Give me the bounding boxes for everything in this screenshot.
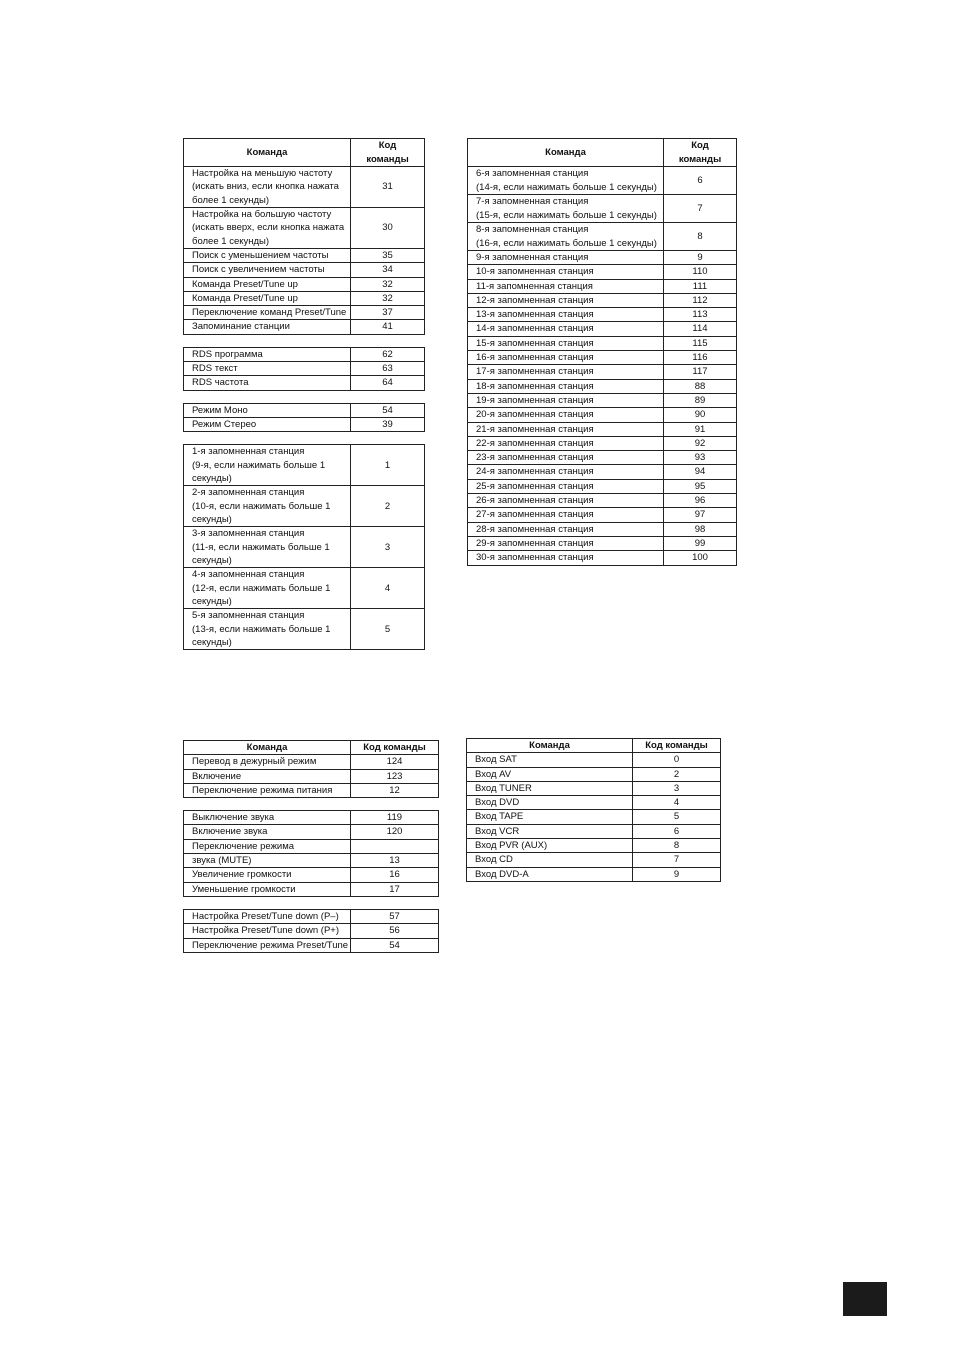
code-cell: 54 (351, 403, 425, 417)
code-cell: 97 (664, 508, 737, 522)
code-cell: 41 (351, 320, 425, 334)
code-cell: 124 (351, 755, 439, 769)
code-cell: 8 (664, 223, 737, 251)
table-row (184, 417, 425, 431)
command-cell: Включение (184, 769, 351, 783)
code-cell: 96 (664, 494, 737, 508)
code-cell: 100 (664, 551, 737, 565)
header-code: Код команды (351, 139, 425, 167)
code-cell: 123 (351, 769, 439, 783)
command-cell: 27-я запомненная станция (468, 508, 664, 522)
command-cell: Вход PVR (AUX) (467, 839, 633, 853)
table-row (468, 494, 737, 508)
table-row (184, 347, 425, 361)
code-cell: 9 (664, 251, 737, 265)
command-cell: Уменьшение громкости (184, 882, 351, 896)
code-cell: 9 (633, 867, 721, 881)
table-row (467, 839, 721, 853)
command-cell: RDS программа (184, 347, 351, 361)
header-command: Команда (184, 741, 351, 755)
table-row (184, 403, 425, 417)
table-row (467, 767, 721, 781)
code-cell: 110 (664, 265, 737, 279)
table-row (468, 408, 737, 422)
group-spacer (184, 334, 425, 347)
header-code: Код команды (664, 139, 737, 167)
command-cell: Настройка на большую частоту (искать вверх, если кнопка нажата более 1 секунды) (184, 208, 351, 249)
table-row (468, 195, 737, 223)
code-cell: 54 (351, 938, 439, 952)
table-row (184, 362, 425, 376)
command-cell: 15-я запомненная станция (468, 336, 664, 350)
command-cell: 6-я запомненная станция (14-я, если нажимать больше 1 секунды) (468, 167, 664, 195)
code-cell: 39 (351, 417, 425, 431)
code-cell: 88 (664, 379, 737, 393)
code-cell: 117 (664, 365, 737, 379)
table-row (184, 769, 439, 783)
code-cell: 4 (351, 568, 425, 609)
code-cell: 8 (633, 839, 721, 853)
command-cell: 11-я запомненная станция (468, 279, 664, 293)
command-cell: 5-я запомненная станция (13-я, если нажимать больше 1 секунды) (184, 609, 351, 650)
code-cell: 3 (633, 781, 721, 795)
table-row (468, 479, 737, 493)
command-cell: Увеличение громкости (184, 868, 351, 882)
code-cell: 37 (351, 306, 425, 320)
command-cell: 24-я запомненная станция (468, 465, 664, 479)
table-row (467, 781, 721, 795)
command-cell: Настройка Preset/Tune down (P+) (184, 924, 351, 938)
header-code: Код команды (633, 739, 721, 753)
command-cell: 7-я запомненная станция (15-я, если нажимать больше 1 секунды) (468, 195, 664, 223)
command-cell: 9-я запомненная станция (468, 251, 664, 265)
table-row (467, 853, 721, 867)
table-row (184, 839, 439, 853)
group-spacer (184, 390, 425, 403)
command-cell: 17-я запомненная станция (468, 365, 664, 379)
command-cell: 19-я запомненная станция (468, 393, 664, 407)
table-row (184, 811, 439, 825)
command-cell: 12-я запомненная станция (468, 293, 664, 307)
code-cell: 12 (351, 783, 439, 797)
table-row (467, 796, 721, 810)
table4-body (467, 753, 721, 882)
group-spacer (184, 432, 425, 445)
table-row (184, 167, 425, 208)
command-cell: Настройка Preset/Tune down (P–) (184, 909, 351, 923)
code-cell: 32 (351, 291, 425, 305)
code-cell: 91 (664, 422, 737, 436)
code-cell: 89 (664, 393, 737, 407)
group-spacer (184, 798, 439, 811)
command-cell: Поиск с увеличением частоты (184, 263, 351, 277)
input-commands-table (466, 738, 721, 882)
code-cell: 116 (664, 351, 737, 365)
command-cell: Переключение команд Preset/Tune (184, 306, 351, 320)
table2-body (468, 167, 737, 566)
table-row (184, 924, 439, 938)
command-cell: 28-я запомненная станция (468, 522, 664, 536)
power-volume-commands-table (183, 740, 439, 953)
command-cell: 1-я запомненная станция (9-я, если нажимать больше 1 секунды) (184, 445, 351, 486)
header-command: Команда (468, 139, 664, 167)
table-row (184, 277, 425, 291)
command-cell: Вход SAT (467, 753, 633, 767)
command-cell: Перевод в дежурный режим (184, 755, 351, 769)
code-cell: 34 (351, 263, 425, 277)
table-row (184, 609, 425, 650)
command-cell: 14-я запомненная станция (468, 322, 664, 336)
code-cell: 112 (664, 293, 737, 307)
table-row (184, 320, 425, 334)
command-cell: Включение звука (184, 825, 351, 839)
code-cell: 92 (664, 436, 737, 450)
code-cell: 90 (664, 408, 737, 422)
table-row (184, 527, 425, 568)
group-spacer (184, 896, 439, 909)
command-cell: Вход DVD-A (467, 867, 633, 881)
code-cell: 6 (633, 824, 721, 838)
code-cell: 98 (664, 522, 737, 536)
code-cell: 13 (351, 854, 439, 868)
code-cell: 63 (351, 362, 425, 376)
code-cell: 6 (664, 167, 737, 195)
command-cell: 23-я запомненная станция (468, 451, 664, 465)
command-cell: RDS частота (184, 376, 351, 390)
command-cell: Вход DVD (467, 796, 633, 810)
table-row (468, 508, 737, 522)
code-cell: 119 (351, 811, 439, 825)
command-cell: 10-я запомненная станция (468, 265, 664, 279)
table3-body (184, 755, 439, 953)
command-cell: Переключение режима питания (184, 783, 351, 797)
table-row (468, 351, 737, 365)
command-cell: 29-я запомненная станция (468, 536, 664, 550)
command-cell: 13-я запомненная станция (468, 308, 664, 322)
code-cell: 64 (351, 376, 425, 390)
command-cell: 18-я запомненная станция (468, 379, 664, 393)
command-cell: Вход AV (467, 767, 633, 781)
code-cell: 93 (664, 451, 737, 465)
table-row (184, 568, 425, 609)
code-cell (351, 839, 439, 853)
command-cell: 16-я запомненная станция (468, 351, 664, 365)
code-cell: 57 (351, 909, 439, 923)
table-row (184, 486, 425, 527)
table-row (468, 308, 737, 322)
code-cell: 7 (664, 195, 737, 223)
command-cell: Настройка на меньшую частоту (искать вниз, если кнопка нажата более 1 секунды) (184, 167, 351, 208)
code-cell: 32 (351, 277, 425, 291)
table-row (468, 279, 737, 293)
command-cell: Выключение звука (184, 811, 351, 825)
command-cell: Режим Моно (184, 403, 351, 417)
code-cell: 62 (351, 347, 425, 361)
code-cell: 30 (351, 208, 425, 249)
code-cell: 7 (633, 853, 721, 867)
command-cell: Переключение режима Preset/Tune (184, 938, 351, 952)
table-row (468, 536, 737, 550)
code-cell: 35 (351, 249, 425, 263)
table-row (184, 306, 425, 320)
table-row (467, 824, 721, 838)
command-cell: Команда Preset/Tune up (184, 291, 351, 305)
table-row (468, 293, 737, 307)
command-cell: RDS текст (184, 362, 351, 376)
table-row (184, 783, 439, 797)
code-cell: 5 (351, 609, 425, 650)
command-cell: Вход TAPE (467, 810, 633, 824)
header-command: Команда (467, 739, 633, 753)
code-cell: 111 (664, 279, 737, 293)
table-row (184, 376, 425, 390)
code-cell: 56 (351, 924, 439, 938)
code-cell: 16 (351, 868, 439, 882)
table-row (468, 422, 737, 436)
table-row (184, 249, 425, 263)
table-row (468, 265, 737, 279)
command-cell: 20-я запомненная станция (468, 408, 664, 422)
table-row (468, 451, 737, 465)
table-row (468, 393, 737, 407)
table-row (468, 322, 737, 336)
command-cell: звука (MUTE) (184, 854, 351, 868)
table-row (468, 365, 737, 379)
code-cell: 31 (351, 167, 425, 208)
table-row (184, 291, 425, 305)
table-row (184, 755, 439, 769)
table-row (467, 753, 721, 767)
header-code: Код команды (351, 741, 439, 755)
table-row (467, 867, 721, 881)
command-cell: Запоминание станции (184, 320, 351, 334)
code-cell: 2 (351, 486, 425, 527)
preset-stations-table (467, 138, 737, 566)
command-cell: 26-я запомненная станция (468, 494, 664, 508)
table-row (184, 882, 439, 896)
table1-body (184, 167, 425, 650)
code-cell: 0 (633, 753, 721, 767)
command-cell: 8-я запомненная станция (16-я, если нажимать больше 1 секунды) (468, 223, 664, 251)
table-row (468, 522, 737, 536)
command-cell: 30-я запомненная станция (468, 551, 664, 565)
command-cell: 21-я запомненная станция (468, 422, 664, 436)
table-row (184, 208, 425, 249)
table-row (467, 810, 721, 824)
command-cell: Вход CD (467, 853, 633, 867)
command-cell: 4-я запомненная станция (12-я, если нажимать больше 1 секунды) (184, 568, 351, 609)
command-cell: Вход TUNER (467, 781, 633, 795)
code-cell: 4 (633, 796, 721, 810)
command-cell: Режим Стерео (184, 417, 351, 431)
table-row (184, 854, 439, 868)
table-row (184, 825, 439, 839)
table-row (468, 251, 737, 265)
code-cell: 113 (664, 308, 737, 322)
code-cell: 99 (664, 536, 737, 550)
code-cell: 1 (351, 445, 425, 486)
table-row (468, 223, 737, 251)
table-row (184, 938, 439, 952)
code-cell: 2 (633, 767, 721, 781)
table-row (184, 868, 439, 882)
table-row (184, 263, 425, 277)
code-cell: 17 (351, 882, 439, 896)
code-cell: 94 (664, 465, 737, 479)
header-command: Команда (184, 139, 351, 167)
page-number-tab (843, 1282, 887, 1316)
table-row (468, 167, 737, 195)
command-cell: Команда Preset/Tune up (184, 277, 351, 291)
table-row (468, 551, 737, 565)
table-row (468, 336, 737, 350)
command-cell: 25-я запомненная станция (468, 479, 664, 493)
command-cell: 2-я запомненная станция (10-я, если нажимать больше 1 секунды) (184, 486, 351, 527)
code-cell: 95 (664, 479, 737, 493)
code-cell: 114 (664, 322, 737, 336)
table-row (468, 465, 737, 479)
radio-commands-table (183, 138, 425, 650)
command-cell: 3-я запомненная станция (11-я, если нажимать больше 1 секунды) (184, 527, 351, 568)
table-row (468, 379, 737, 393)
command-cell: Вход VCR (467, 824, 633, 838)
code-cell: 5 (633, 810, 721, 824)
command-cell: Переключение режима (184, 839, 351, 853)
table-row (184, 909, 439, 923)
command-cell: 22-я запомненная станция (468, 436, 664, 450)
code-cell: 115 (664, 336, 737, 350)
table-row (184, 445, 425, 486)
code-cell: 3 (351, 527, 425, 568)
command-cell: Поиск с уменьшением частоты (184, 249, 351, 263)
table-row (468, 436, 737, 450)
code-cell: 120 (351, 825, 439, 839)
